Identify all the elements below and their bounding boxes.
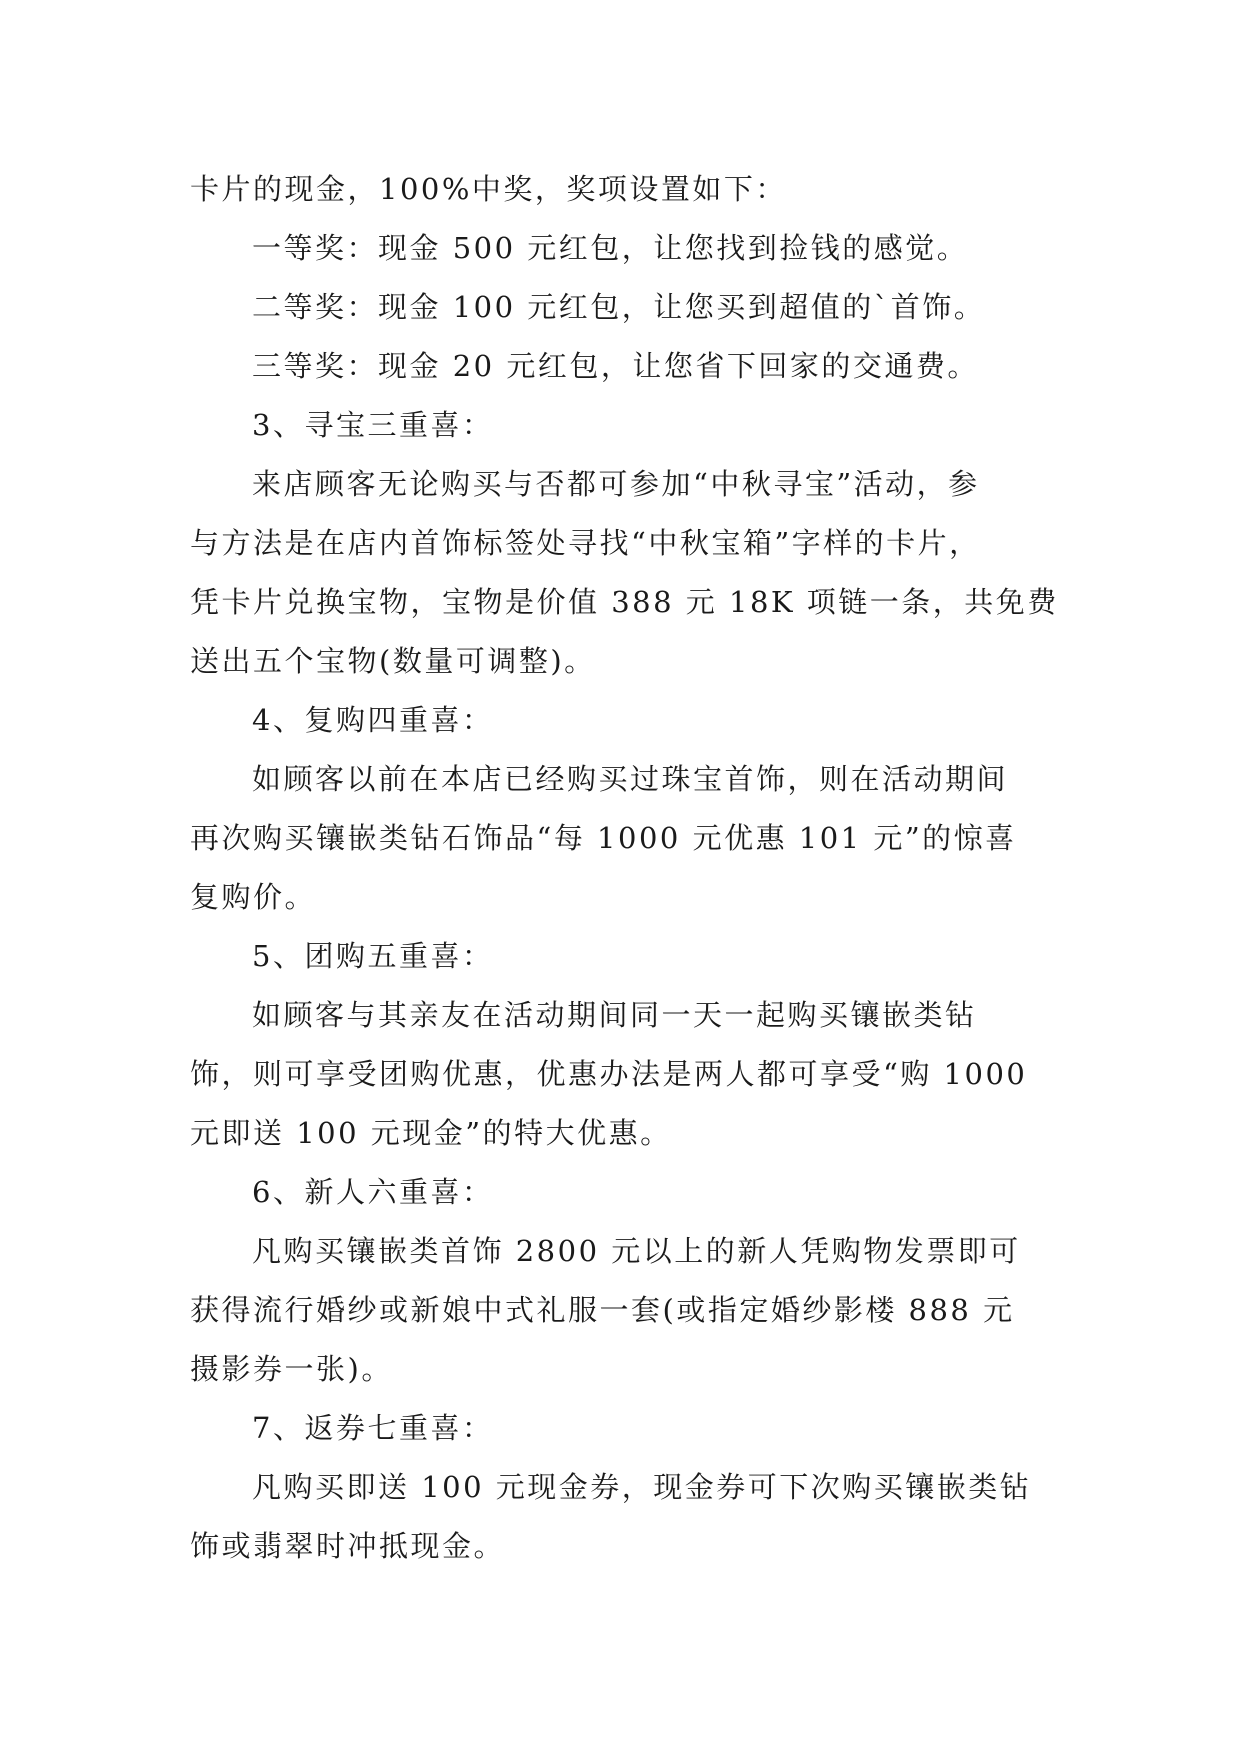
- body-line: 饰或翡翠时冲抵现金。: [190, 1529, 506, 1563]
- body-line: 凭卡片兑换宝物，宝物是价值 388 元 18K 项链一条，共免费: [190, 585, 1059, 619]
- body-line: 饰，则可享受团购优惠，优惠办法是两人都可享受“购 1000: [190, 1057, 1028, 1091]
- body-line: 获得流行婚纱或新娘中式礼服一套(或指定婚纱影楼 888 元: [190, 1293, 1015, 1327]
- section-heading-6: 6、新人六重喜：: [252, 1175, 494, 1209]
- body-line: 来店顾客无论购买与否都可参加“中秋寻宝”活动，参: [252, 467, 980, 501]
- prize-second: 二等奖：现金 100 元红包，让您买到超值的`首饰。: [252, 290, 986, 324]
- body-line: 卡片的现金，100%中奖，奖项设置如下：: [190, 172, 787, 206]
- section-heading-5: 5、团购五重喜：: [252, 939, 494, 973]
- section-heading-7: 7、返券七重喜：: [252, 1411, 494, 1445]
- prize-first: 一等奖：现金 500 元红包，让您找到捡钱的感觉。: [252, 231, 969, 265]
- body-line: 凡购买即送 100 元现金券，现金券可下次购买镶嵌类钻: [252, 1470, 1032, 1504]
- body-line: 如顾客以前在本店已经购买过珠宝首饰，则在活动期间: [252, 762, 1009, 796]
- section-heading-4: 4、复购四重喜：: [252, 703, 494, 737]
- prize-third: 三等奖：现金 20 元红包，让您省下回家的交通费。: [252, 349, 979, 383]
- body-line: 送出五个宝物(数量可调整)。: [190, 644, 596, 678]
- body-line: 再次购买镶嵌类钻石饰品“每 1000 元优惠 101 元”的惊喜: [190, 821, 1017, 855]
- body-line: 摄影券一张)。: [190, 1352, 393, 1386]
- document-body: [190, 160, 1059, 1576]
- body-line: 元即送 100 元现金”的特大优惠。: [190, 1116, 672, 1150]
- body-line: 复购价。: [190, 880, 317, 914]
- section-heading-3: 3、寻宝三重喜：: [252, 408, 494, 442]
- body-line: 凡购买镶嵌类首饰 2800 元以上的新人凭购物发票即可: [252, 1234, 1021, 1268]
- body-line: 如顾客与其亲友在活动期间同一天一起购买镶嵌类钻: [252, 998, 977, 1032]
- body-line: 与方法是在店内首饰标签处寻找“中秋宝箱”字样的卡片，: [190, 526, 981, 560]
